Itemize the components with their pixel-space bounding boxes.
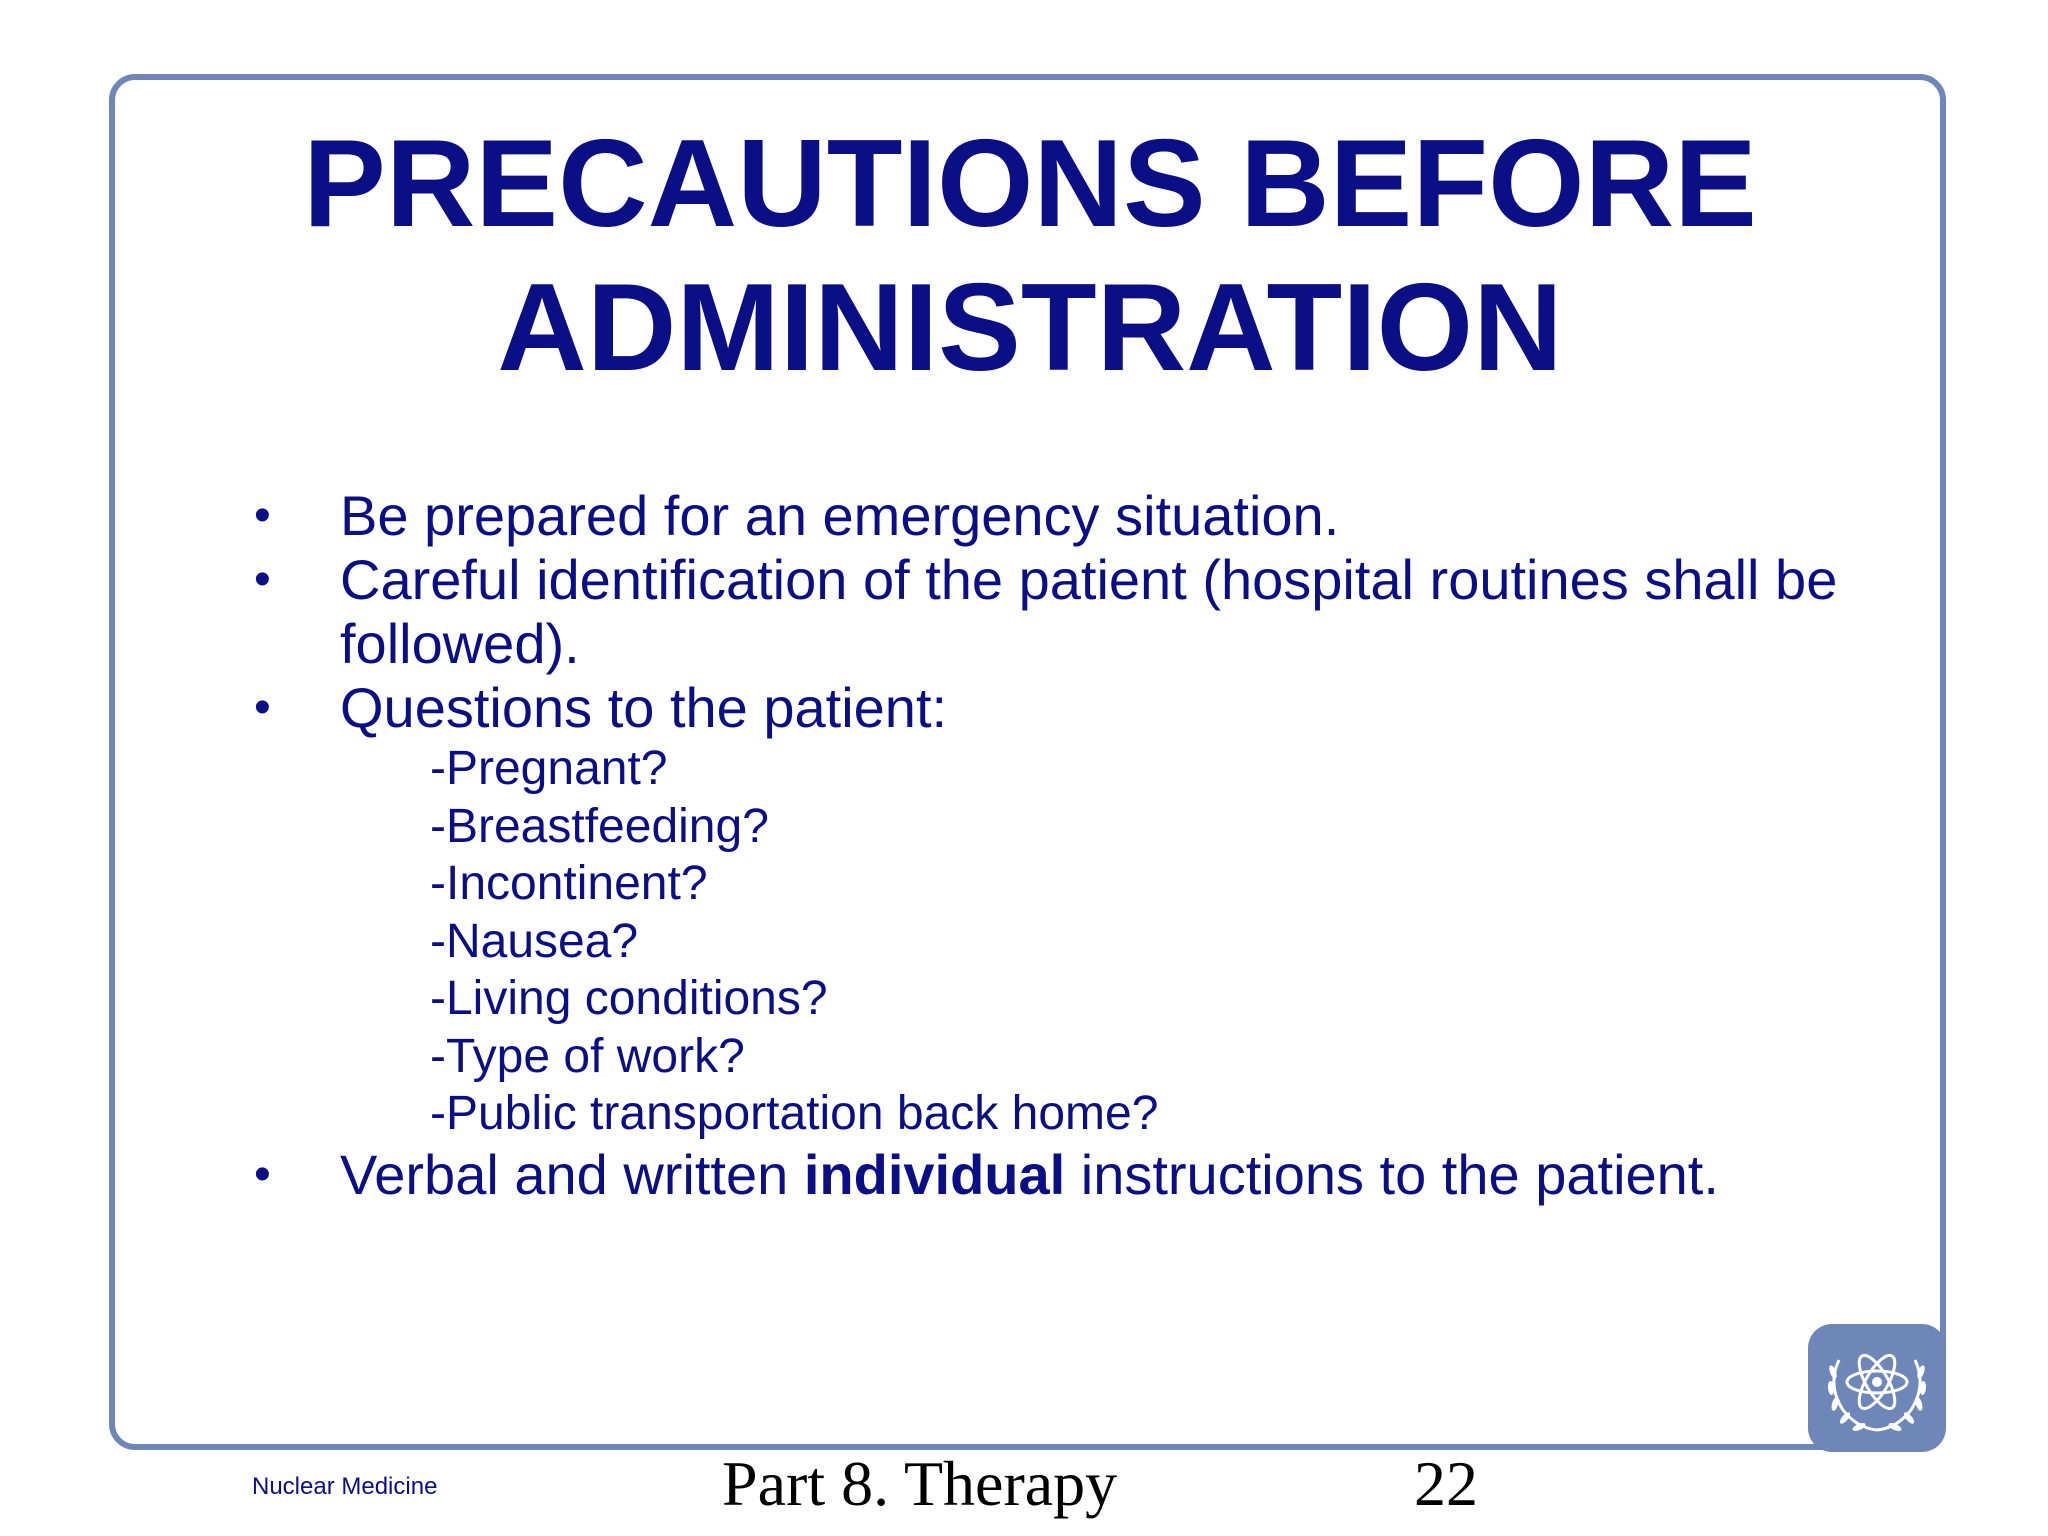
bullet-text: Be prepared for an emergency situation. [340, 484, 1340, 547]
footer-part-title: Part 8. Therapy [722, 1448, 1118, 1519]
bullet-text-after: instructions to the patient. [1065, 1142, 1719, 1206]
slide-title-line-2: ADMINISTRATION [497, 259, 1563, 397]
slide-title-line-1: PRECAUTIONS BEFORE [303, 115, 1757, 253]
bullet-text: Questions to the patient: [340, 676, 948, 739]
iaea-atom-laurel-icon [1808, 1324, 1946, 1452]
sub-item-list [250, 740, 1910, 1143]
sub-item: -Type of work? [430, 1029, 745, 1083]
bullet-item [250, 676, 1910, 740]
bullet-dot: • [254, 489, 271, 542]
footer-page-number: 22 [1414, 1448, 1478, 1519]
sub-item: -Living conditions? [430, 972, 828, 1025]
bullet-item [250, 1143, 1910, 1207]
bullet-dot: • [254, 1147, 271, 1201]
sub-item: -Public transportation back home? [430, 1087, 1159, 1140]
bullet-text: Careful identification of the patient (hospital routines shall be followed). [340, 548, 1838, 675]
sub-item: -Incontinent? [430, 857, 708, 910]
bullet-dot: • [254, 553, 271, 606]
bullet-dot: • [254, 681, 271, 734]
footer-course-name: Nuclear Medicine [252, 1473, 438, 1500]
sub-item: -Nausea? [430, 914, 639, 968]
slide-title [150, 112, 1910, 400]
bullet-item [250, 484, 1910, 548]
bullet-text-bold: individual [803, 1142, 1066, 1206]
bullet-text-before: Verbal and written [340, 1142, 804, 1206]
bullet-item [250, 548, 1910, 676]
sub-item: -Pregnant? [430, 742, 668, 795]
sub-item: -Breastfeeding? [430, 799, 769, 853]
bullet-list [250, 484, 1910, 1207]
